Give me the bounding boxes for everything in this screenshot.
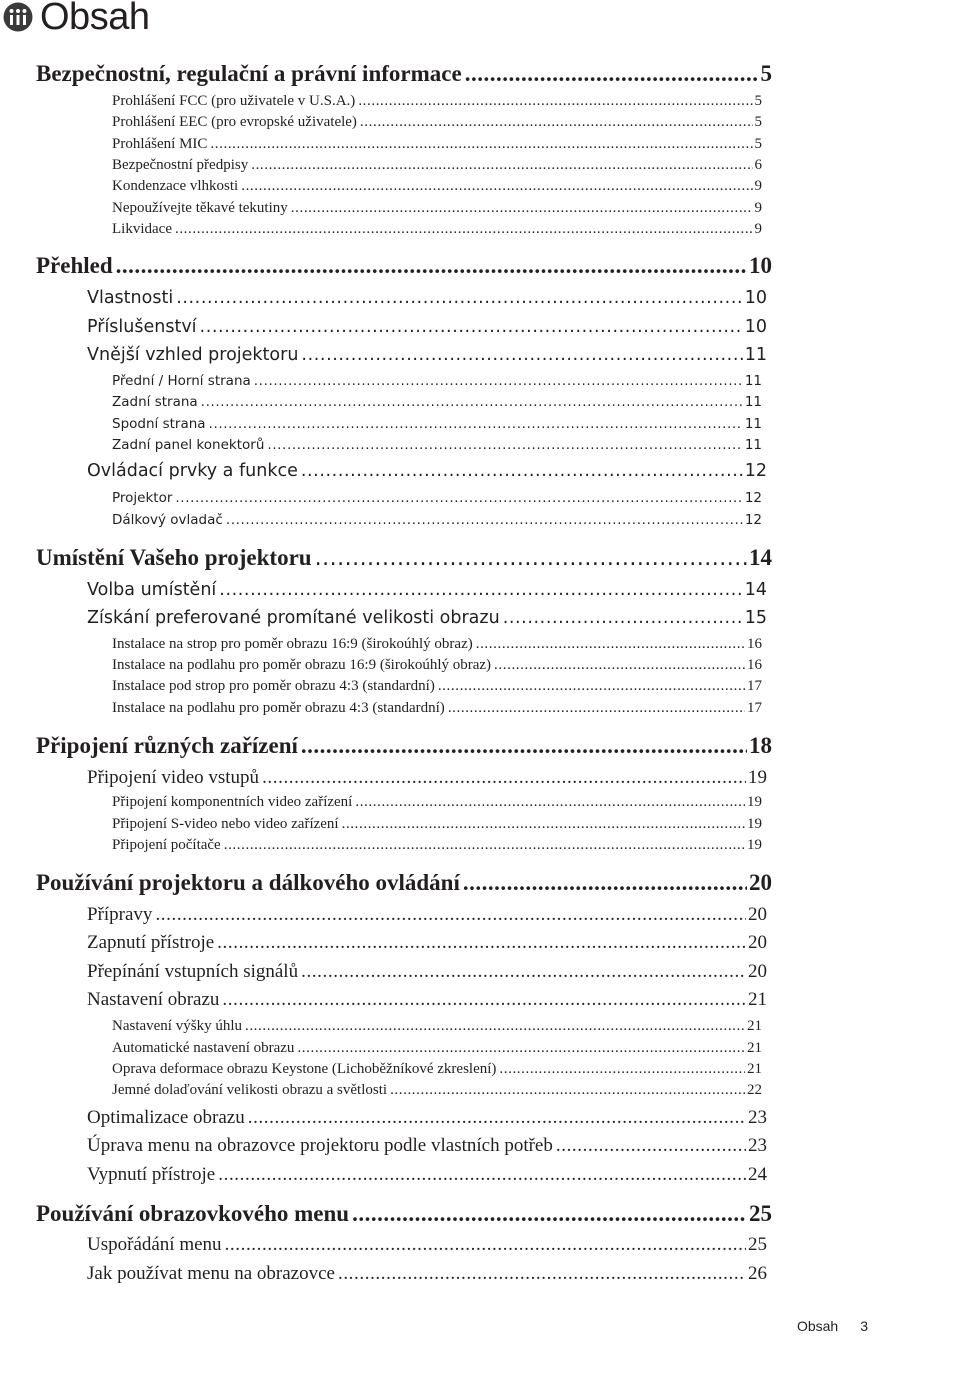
toc-entry-page-number: 23 [748,1107,767,1128]
toc-entry-title: Používání obrazovkového menu [36,1201,350,1226]
dot-leader [254,373,743,389]
dot-leader [352,1201,747,1227]
dot-leader [315,546,747,571]
toc-entry-level-3[interactable] [112,136,762,156]
toc-entry-title: Vlastnosti [87,288,174,308]
toc-entry-title: Vnější vzhled projektoru [87,345,299,365]
dot-leader [116,253,747,279]
toc-entry-title: Bezpečnostní předpisy [112,157,249,173]
toc-entry-title: Nepoužívejte těkavé tekutiny [112,200,288,216]
toc-entry-page-number: 11 [744,416,762,432]
toc-entry-title: Připojení různých zařízení [36,733,298,758]
toc-entry-title: Umístění Vašeho projektoru [36,545,312,570]
toc-entry-title: Uspořádání menu [87,1234,222,1255]
toc-entry-page-number: 17 [747,700,762,716]
dot-leader [175,221,753,238]
toc-entry-title: Instalace na strop pro poměr obrazu 16:9 (širokoúhlý obraz) [112,636,473,652]
toc-entry-level-1[interactable] [36,61,772,89]
dot-leader [360,114,753,131]
toc-entry-level-3[interactable] [112,373,762,393]
toc-entry-level-3[interactable] [112,1040,762,1060]
dot-leader [342,816,745,833]
toc-entry-level-3[interactable] [112,512,762,532]
toc-entry-title: Jak používat menu na obrazovce [87,1263,335,1284]
toc-entry-level-3[interactable] [112,837,762,857]
toc-entry-page-number: 11 [744,373,762,389]
toc-entry-title: Instalace na podlahu pro poměr obrazu 4:3 (standardní) [112,700,445,716]
dot-leader [222,989,746,1011]
toc-entry-level-3[interactable] [112,1018,762,1038]
toc-entry-level-3[interactable] [112,394,762,414]
toc-entry-title: Připojení počítače [112,837,221,853]
toc-entry-page-number: 5 [754,114,762,130]
dot-leader [503,608,743,628]
toc-entry-title: Zadní panel konektorů [112,437,265,453]
dot-leader [262,767,746,789]
dot-leader [251,157,752,174]
toc-entry-level-3[interactable] [112,221,762,241]
dot-leader [297,1040,745,1057]
dot-leader [355,794,745,811]
toc-entry-page-number: 24 [748,1164,767,1185]
toc-entry-page-number: 20 [748,961,767,982]
dot-leader [463,870,747,896]
toc-entry-page-number: 21 [748,989,767,1010]
dot-leader [448,700,745,717]
toc-entry-page-number: 19 [747,837,762,853]
toc-entry-level-3[interactable] [112,1061,762,1081]
dot-leader [494,657,745,674]
toc-entry-page-number: 12 [744,461,767,481]
toc-entry-page-number: 14 [749,545,772,570]
toc-entry-title: Dálkový ovladač [112,512,223,528]
toc-entry-level-3[interactable] [112,678,762,698]
toc-entry-page-number: 23 [748,1135,767,1156]
toc-entry-page-number: 21 [747,1040,762,1056]
dot-leader [217,932,746,954]
dot-leader [175,490,742,506]
toc-entry-level-2[interactable] [87,288,767,312]
toc-entry-page-number: 15 [744,608,767,628]
dot-leader [218,1164,746,1186]
toc-entry-level-3[interactable] [112,200,762,220]
toc-entry-level-3[interactable] [112,114,762,134]
toc-entry-level-2[interactable] [87,317,767,341]
footer-section-label: Obsah [796,1318,839,1334]
toc-entry-title: Přehled [36,253,113,278]
toc-entry-page-number: 22 [747,1082,762,1098]
toc-entry-page-number: 5 [754,136,762,152]
toc-entry-title: Nastavení obrazu [87,989,220,1010]
toc-entry-title: Spodní strana [112,416,206,432]
toc-entry-page-number: 11 [744,394,762,410]
toc-entry-title: Získání preferované promítané velikosti obrazu [87,608,500,628]
toc-entry-page-number: 9 [754,178,762,194]
toc-entry-level-2[interactable] [87,1135,767,1159]
toc-entry-title: Instalace na podlahu pro poměr obrazu 16:9 (širokoúhlý obraz) [112,657,492,673]
toc-entry-title: Ovládací prvky a funkce [87,461,298,481]
toc-entry-level-3[interactable] [112,93,762,113]
toc-entry-page-number: 9 [754,200,762,216]
toc-entry-level-2[interactable] [87,932,767,956]
toc-entry-page-number: 5 [760,61,772,86]
toc-entry-level-3[interactable] [112,157,762,177]
dot-leader [358,93,752,110]
toc-entry-level-2[interactable] [87,461,767,485]
toc-entry-level-1[interactable] [36,545,772,573]
toc-entry-level-2[interactable] [87,345,767,369]
toc-entry-level-1[interactable] [36,733,772,761]
dot-leader [226,512,743,528]
toc-entry-page-number: 12 [744,490,762,506]
dot-leader [224,837,745,854]
dot-leader [209,416,743,432]
toc-entry-title: Vypnutí přístroje [87,1164,216,1185]
dot-leader [155,904,746,926]
toc-entry-page-number: 16 [747,657,762,673]
toc-entry-title: Likvidace [112,221,172,237]
dot-leader [499,1061,745,1078]
toc-entry-title: Připojení video vstupů [87,767,260,788]
toc-entry-level-3[interactable] [112,636,762,656]
toc-entry-level-3[interactable] [112,816,762,836]
dot-leader [338,1263,746,1285]
toc-entry-title: Úprava menu na obrazovce projektoru podle vlastních potřeb [87,1135,553,1156]
toc-entry-title: Prohlášení EEC (pro evropské uživatele) [112,114,357,130]
toc-entry-level-2[interactable] [87,1263,767,1287]
toc-entry-level-2[interactable] [87,1107,767,1131]
toc-entry-title: Připojení komponentních video zařízení [112,794,353,810]
toc-entry-title: Instalace pod strop pro poměr obrazu 4:3 (standardní) [112,678,435,694]
toc-entry-level-3[interactable] [112,437,762,457]
toc-entry-page-number: 20 [748,932,767,953]
toc-entry-title: Používání projektoru a dálkového ovládání [36,870,460,895]
toc-entry-page-number: 12 [744,512,762,528]
toc-entry-page-number: 5 [754,93,762,109]
toc-entry-level-1[interactable] [36,253,772,281]
toc-entry-title: Prohlášení MIC [112,136,208,152]
page-footer [797,1318,868,1334]
dot-leader [301,461,743,481]
toc-entry-page-number: 17 [747,678,762,694]
toc-entry-level-1[interactable] [36,1201,772,1229]
toc-entry-title: Příslušenství [87,317,197,337]
toc-entry-page-number: 6 [754,157,762,173]
toc-entry-title: Bezpečnostní, regulační a právní informace [36,61,462,86]
toc-entry-title: Volba umístění [87,580,217,600]
toc-entry-title: Přední / Horní strana [112,373,251,389]
toc-entry-level-1[interactable] [36,870,772,898]
dot-leader [245,1018,745,1035]
toc-entry-level-2[interactable] [87,1234,767,1258]
toc-entry-page-number: 20 [748,904,767,925]
toc-entry-title: Nastavení výšky úhlu [112,1018,242,1034]
toc-entry-level-3[interactable] [112,657,762,677]
toc-entry-page-number: 20 [749,870,772,895]
dot-leader [476,636,745,653]
toc-entry-level-2[interactable] [87,767,767,791]
toc-entry-page-number: 25 [749,1201,772,1226]
toc-entry-page-number: 10 [744,288,767,308]
toc-entry-title: Připojení S-video nebo video zařízení [112,816,339,832]
toc-entry-level-2[interactable] [87,904,767,928]
toc-entry-level-2[interactable] [87,580,767,604]
dot-leader [200,317,743,337]
dot-leader [210,136,752,153]
toc-entry-title: Kondenzace vlhkosti [112,178,239,194]
toc-entry-level-2[interactable] [87,608,767,632]
toc-entry-page-number: 19 [747,816,762,832]
dot-leader [301,345,742,365]
toc-entry-title: Přepínání vstupních signálů [87,961,299,982]
dot-leader [465,61,759,87]
dot-leader [301,733,747,759]
footer-page-number: 3 [860,1318,868,1334]
toc-entry-page-number: 10 [749,253,772,278]
toc-entry-title: Optimalizace obrazu [87,1107,245,1128]
toc-entry-page-number: 18 [749,733,772,758]
dot-leader [219,580,742,600]
dot-leader [556,1135,746,1157]
dot-leader [267,437,742,453]
toc-entry-level-2[interactable] [87,1164,767,1188]
dot-leader [248,1107,746,1129]
toc-entry-title: Zapnutí přístroje [87,932,215,953]
toc-entry-page-number: 19 [748,767,767,788]
toc-entry-page-number: 19 [747,794,762,810]
dot-leader [301,961,746,983]
toc-entry-level-3[interactable] [112,1082,762,1102]
toc-entry-level-2[interactable] [87,989,767,1013]
toc-entry-title: Přípravy [87,904,153,925]
toc-entry-page-number: 14 [744,580,767,600]
toc-entry-title: Zadní strana [112,394,198,410]
toc-entry-level-3[interactable] [112,700,762,720]
toc-entry-page-number: 16 [747,636,762,652]
toc-entry-title: Oprava deformace obrazu Keystone (Lichoběžníkové zkreslení) [112,1061,497,1077]
toc-entry-page-number: 21 [747,1018,762,1034]
toc-entry-level-2[interactable] [87,961,767,985]
dot-leader [390,1082,745,1099]
toc-entry-page-number: 26 [748,1263,767,1284]
toc-entry-level-3[interactable] [112,416,762,436]
dot-leader [176,288,743,308]
page-title: Obsah [40,0,150,38]
toc-entry-level-3[interactable] [112,490,762,510]
toc-entry-page-number: 11 [744,345,767,365]
toc-entry-title: Prohlášení FCC (pro uživatele v U.S.A.) [112,93,356,109]
dot-leader [201,394,743,410]
toc-entry-page-number: 25 [748,1234,767,1255]
toc-entry-page-number: 10 [744,317,767,337]
toc-entry-title: Projektor [112,490,173,506]
toc-entry-level-3[interactable] [112,178,762,198]
info-logo-icon [3,2,33,32]
dot-leader [241,178,752,195]
dot-leader [225,1234,746,1256]
toc-entry-page-number: 11 [744,437,762,453]
dot-leader [291,200,753,217]
dot-leader [438,678,745,695]
toc-entry-page-number: 21 [747,1061,762,1077]
toc-entry-page-number: 9 [754,221,762,237]
toc-entry-level-3[interactable] [112,794,762,814]
toc-entry-title: Automatické nastavení obrazu [112,1040,295,1056]
toc-entry-title: Jemné dolaďování velikosti obrazu a světlosti [112,1082,388,1098]
